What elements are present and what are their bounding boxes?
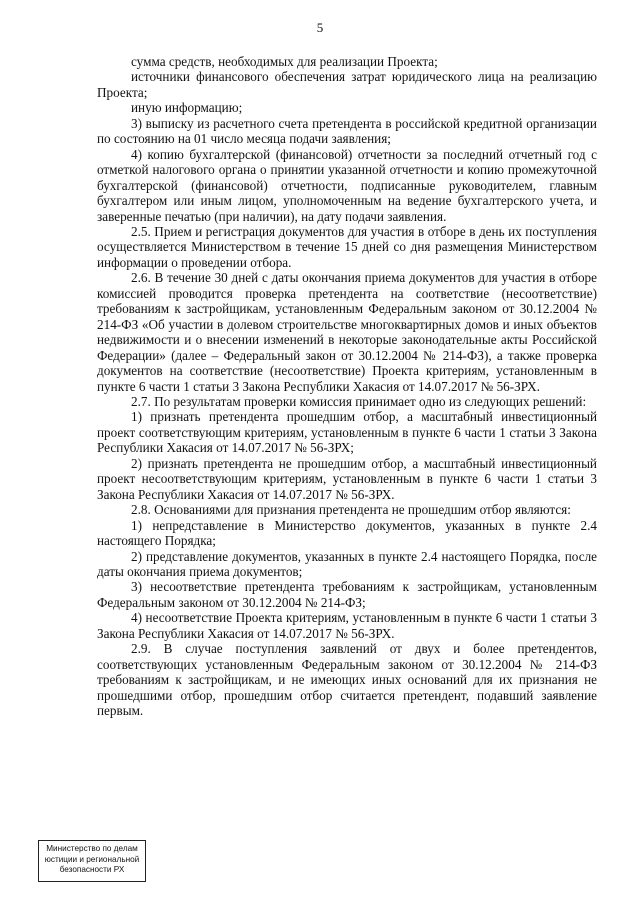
paragraph-2-5: 2.5. Прием и регистрация документов для участия в отборе в день их поступления осуществляется Министерством в течение 15 дней со дня размещения Министерством информации о проведении отбора. (97, 223, 597, 270)
paragraph-2-8-item-4: 4) несоответствие Проекта критериям, установленным в пункте 6 части 1 статьи 3 Закона Республики Хакасия от 14.07.2017 № 56-ЗРХ. (97, 610, 597, 641)
paragraph-2-8-item-1: 1) непредставление в Министерство документов, указанных в пункте 2.4 настоящего Порядка; (97, 517, 597, 549)
stamp-line: безопасности РХ (59, 865, 125, 874)
paragraph-2-7-item-1: 1) признать претендента прошедшим отбор, а масштабный инвестиционный проект соответствующим критериям, установленным в пункте 6 части 1 статьи 3 Закона Республики Хакасия от 14.07.2017 № 56-ЗРХ; (97, 409, 597, 456)
paragraph-2-7-item-2: 2) признать претендента не прошедшим отбор, а масштабный инвестиционный проект несоответствующим критериям, установленным в пункте 6 части 1 статьи 3 Закона Республики Хакасия от 14.07.2017 № 56-ЗРХ. (97, 455, 597, 502)
paragraph-funding-sources: источники финансового обеспечения затрат юридического лица на реализацию Проекта; (97, 69, 597, 100)
paragraph-2-6: 2.6. В течение 30 дней с даты окончания приема документов для участия в отборе комиссией проводится проверка претендента на соответствие (несоответствие) требованиям к застройщикам, установленным Федеральным законом от 30.12.2004 № 214-ФЗ «Об участии в долевом строительстве многоквартирных домов и иных объектов недвижимости и о внесении изменений в некоторые законодательные акты Российской Федерации» (далее – Федеральный закон от 30.12.2004 № 214-ФЗ), а также проверка документов на соответствие (несоответствие) Проекта критериям, установленным в пункте 6 части 1 статьи 3 Закона Республики Хакасия от 14.07.2017 № 56-ЗРХ. (97, 270, 597, 394)
paragraph-2-8-item-3: 3) несоответствие претендента требованиям к застройщикам, установленным Федеральным законом от 30.12.2004 № 214-ФЗ; (97, 579, 597, 610)
paragraph-2-7: 2.7. По результатам проверки комиссия принимает одно из следующих решений: (131, 393, 587, 409)
document-body (97, 54, 597, 718)
stamp-line: Министерство по делам (46, 844, 138, 853)
paragraph-item-3-bank-statement: 3) выписку из расчетного счета претендента в российской кредитной организации по состоянию на 01 число месяца подачи заявления; (97, 115, 597, 147)
stamp-line: юстиции и региональной (44, 854, 140, 864)
paragraph-item-4-accounting-report: 4) копию бухгалтерской (финансовой) отчетности за последний отчетный год с отметкой налогового органа о принятии указанной отчетности и копию промежуточной бухгалтерской (финансовой) отчетности, подписанные руководителем, главным бухгалтером или иным лицом, уполномоченным на ведение бухгалтерского учета, и заверенные печатью (при наличии), на дату подачи заявления. (97, 146, 597, 224)
paragraph-2-8: 2.8. Основаниями для признания претендента не прошедшим отбор являются: (131, 502, 571, 518)
paragraph-2-8-item-2: 2) представление документов, указанных в пункте 2.4 настоящего Порядка, после даты окончания приема документов; (97, 548, 597, 579)
page-number: 5 (316, 20, 324, 35)
paragraph-2-9: 2.9. В случае поступления заявлений от двух и более претендентов, соответствующих установленным Федеральным законом от 30.12.2004 № 214-ФЗ требованиям к застройщикам, и не имеющих иных оснований для их признания не прошедшими отбор, прошедшим отбор считается претендент, подавший заявление первым. (97, 641, 597, 719)
paragraph-other-info: иную информацию; (131, 100, 243, 116)
registration-stamp (38, 840, 146, 882)
paragraph-project-funds: сумма средств, необходимых для реализации Проекта; (131, 54, 438, 69)
